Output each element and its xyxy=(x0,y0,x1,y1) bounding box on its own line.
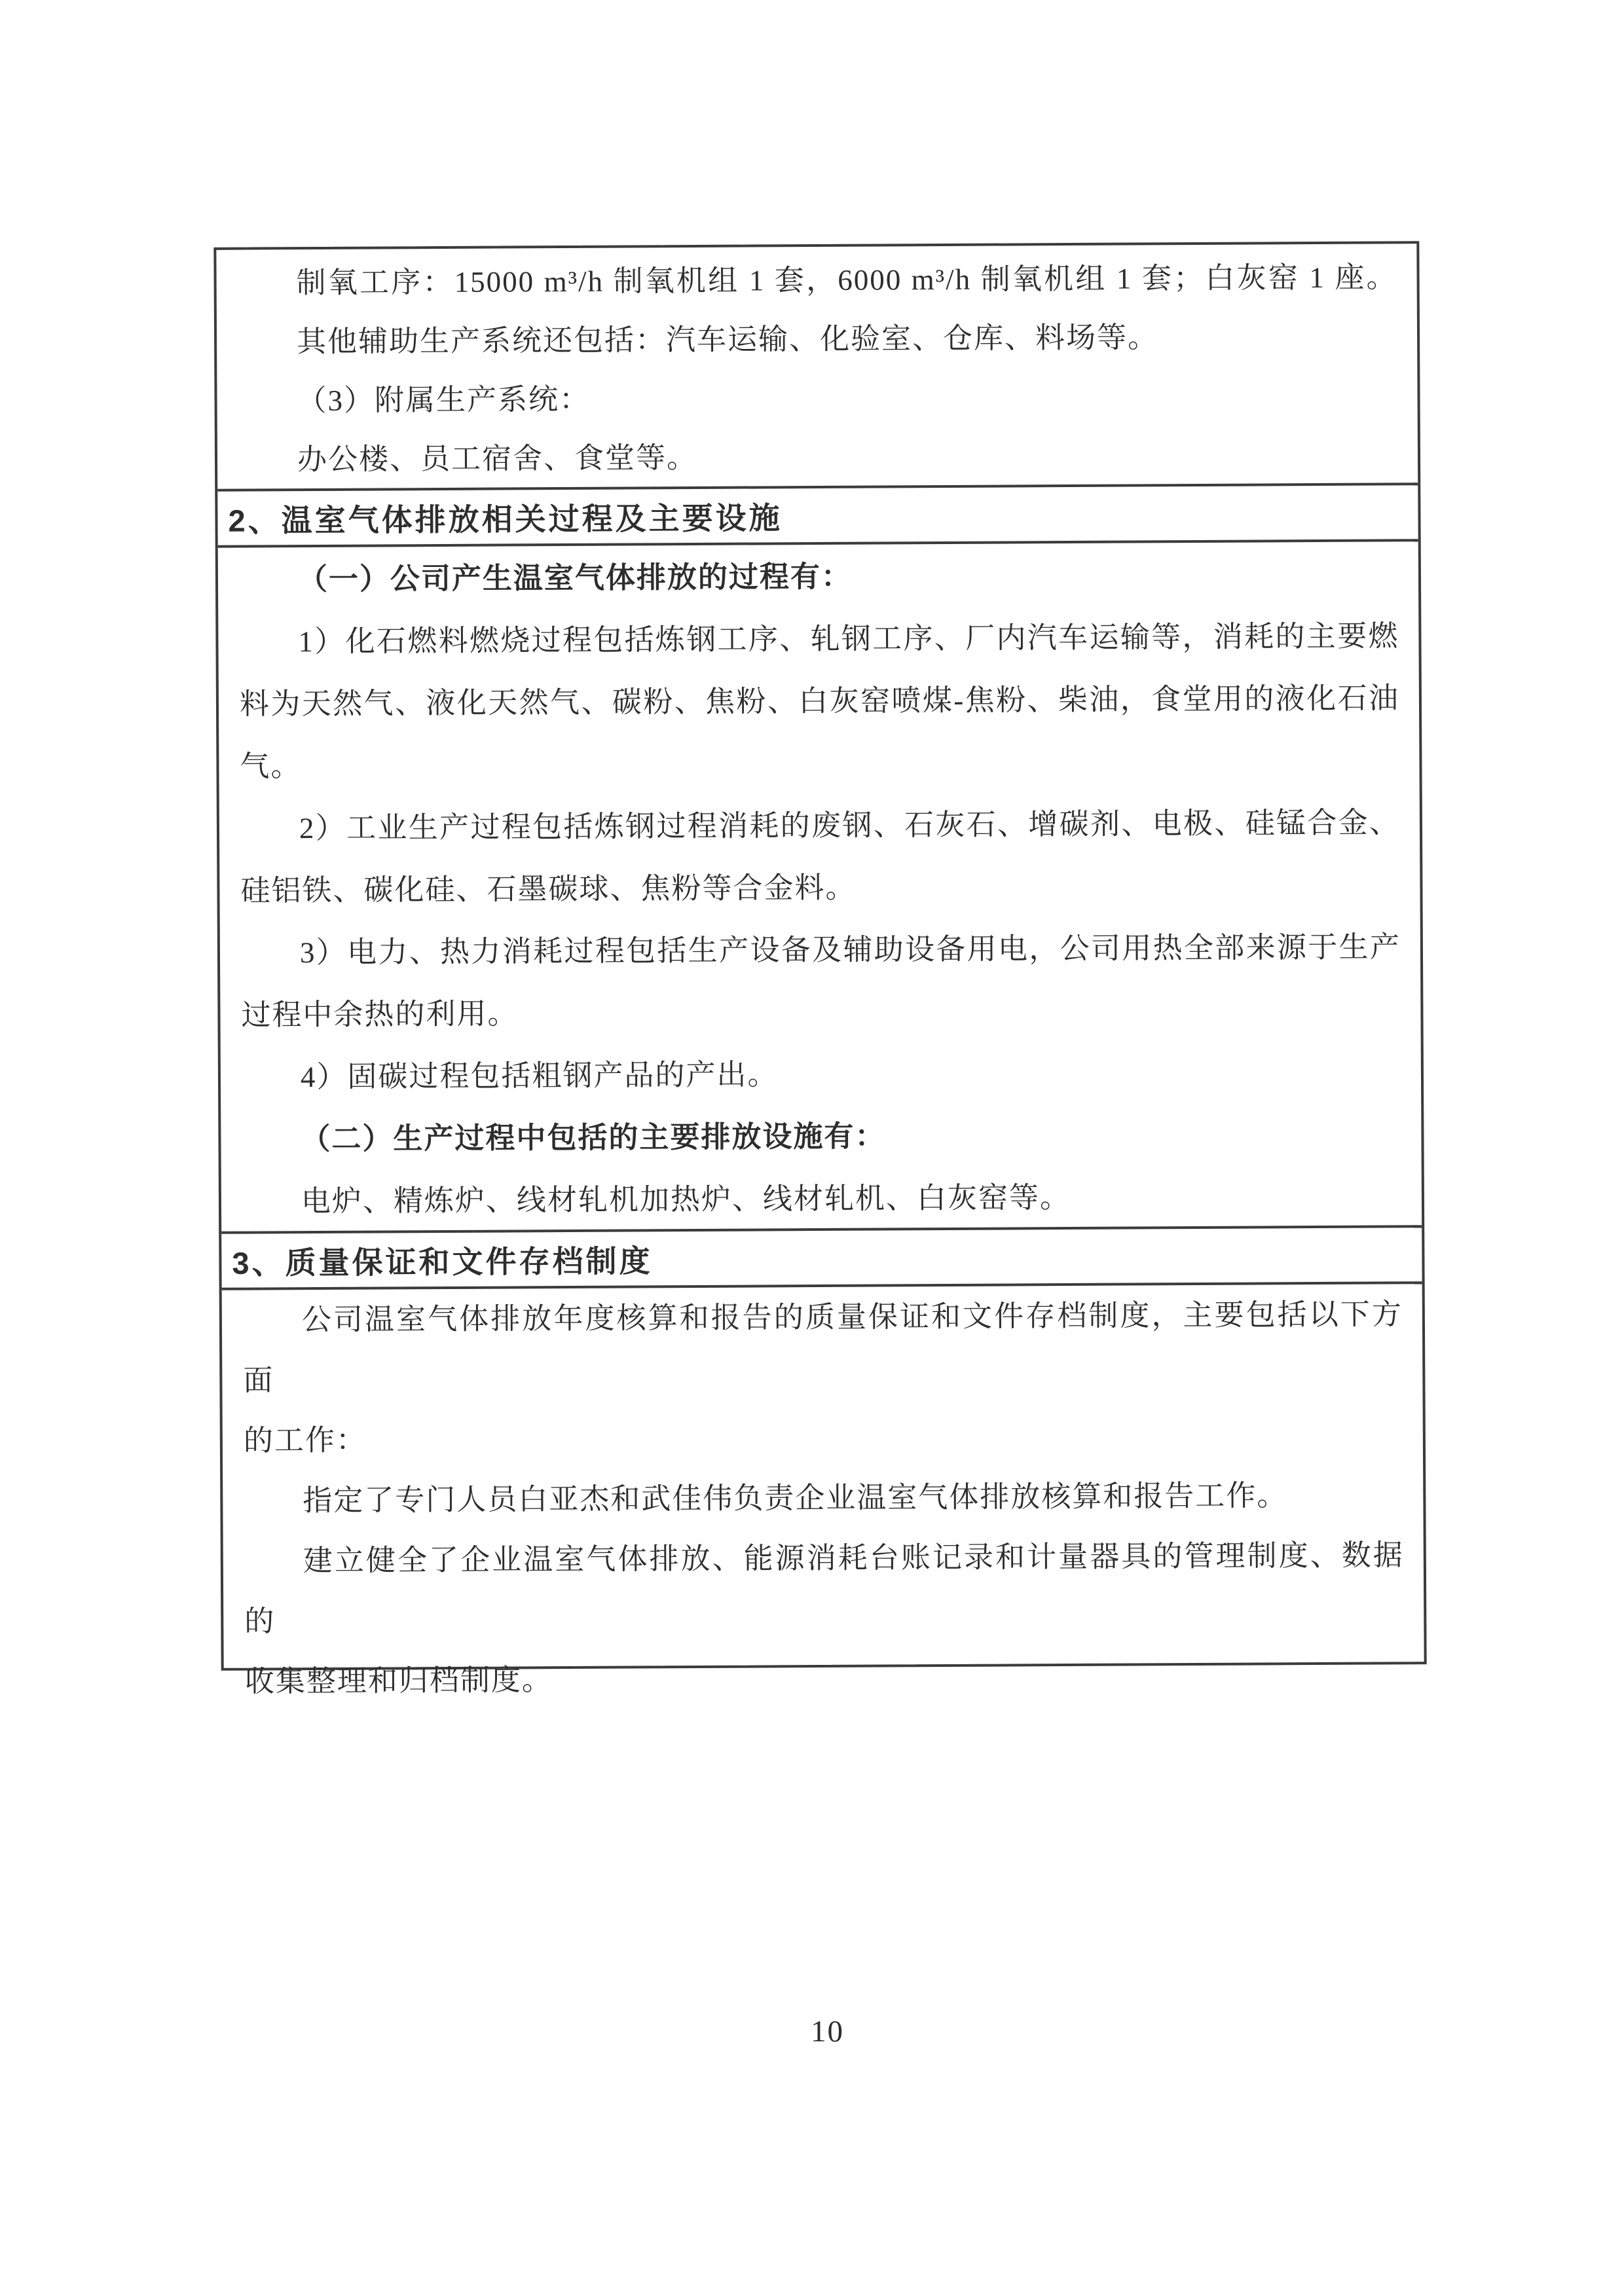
section-3-body-cell xyxy=(222,1284,1424,1698)
text-line: 气。 xyxy=(240,750,302,783)
text-line: 2）工业生产过程包括炼钢过程消耗的废钢、石灰石、增碳剂、电极、硅锰合金、 xyxy=(299,806,1401,845)
text-line: 电炉、精炼炉、线材轧机加热炉、线材轧机、白灰窑等。 xyxy=(301,1181,1071,1218)
report-table xyxy=(213,241,1426,1698)
section-2-header-row xyxy=(217,485,1418,548)
text-line: 1）化石燃料燃烧过程包括炼钢工序、轧钢工序、厂内汽车运输等，消耗的主要燃 xyxy=(298,619,1399,659)
text-line: 的工作： xyxy=(243,1423,367,1457)
text-line: 指定了专门人员白亚杰和武佳伟负责企业温室气体排放核算和报告工作。 xyxy=(303,1479,1288,1518)
section-2-body-cell xyxy=(218,541,1422,1234)
text-line: 制氧工序：15000 m³/h 制氧机组 1 套，6000 m³/h 制氧机组 1 套；白灰窑 1 座。 xyxy=(296,261,1397,300)
section-3-header-row xyxy=(221,1228,1422,1290)
text-line: 公司温室气体排放年度核算和报告的质量保证和文件存档制度，主要包括以下方面 xyxy=(243,1298,1403,1397)
text-line: 建立健全了企业温室气体排放、能源消耗台账记录和计量器具的管理制度、数据的 xyxy=(244,1539,1404,1638)
text-line: 办公楼、员工宿舍、食堂等。 xyxy=(297,441,698,477)
section-2-title: 2、温室气体排放相关过程及主要设施 xyxy=(228,500,783,538)
text-line: 硅铝铁、碳化硅、石墨碳球、焦粉等合金料。 xyxy=(240,871,857,907)
text-line: （一）公司产生温室气体排放的过程有： xyxy=(297,560,853,596)
section-3-title: 3、质量保证和文件存档制度 xyxy=(232,1243,653,1281)
text-line: 其他辅助生产系统还包括：汽车运输、化验室、仓库、料场等。 xyxy=(296,321,1159,359)
section-1-continuation-cell xyxy=(216,244,1418,492)
text-line: 4）固碳过程包括粗钢产品的产出。 xyxy=(300,1058,779,1094)
page-number: 10 xyxy=(811,2014,844,2049)
text-line: 收集整理和归档制度。 xyxy=(244,1664,553,1698)
text-line: （二）生产过程中包括的主要排放设施有： xyxy=(301,1120,886,1156)
text-line: 过程中余热的利用。 xyxy=(241,997,519,1032)
text-line: （3）附属生产系统： xyxy=(297,382,591,418)
text-line: 料为天然气、液化天然气、碳粉、焦粉、白灰窑喷煤-焦粉、柴油，食堂用的液化石油 xyxy=(239,682,1400,721)
text-line: 3）电力、热力消耗过程包括生产设备及辅助设备用电，公司用热全部来源于生产 xyxy=(299,930,1401,970)
